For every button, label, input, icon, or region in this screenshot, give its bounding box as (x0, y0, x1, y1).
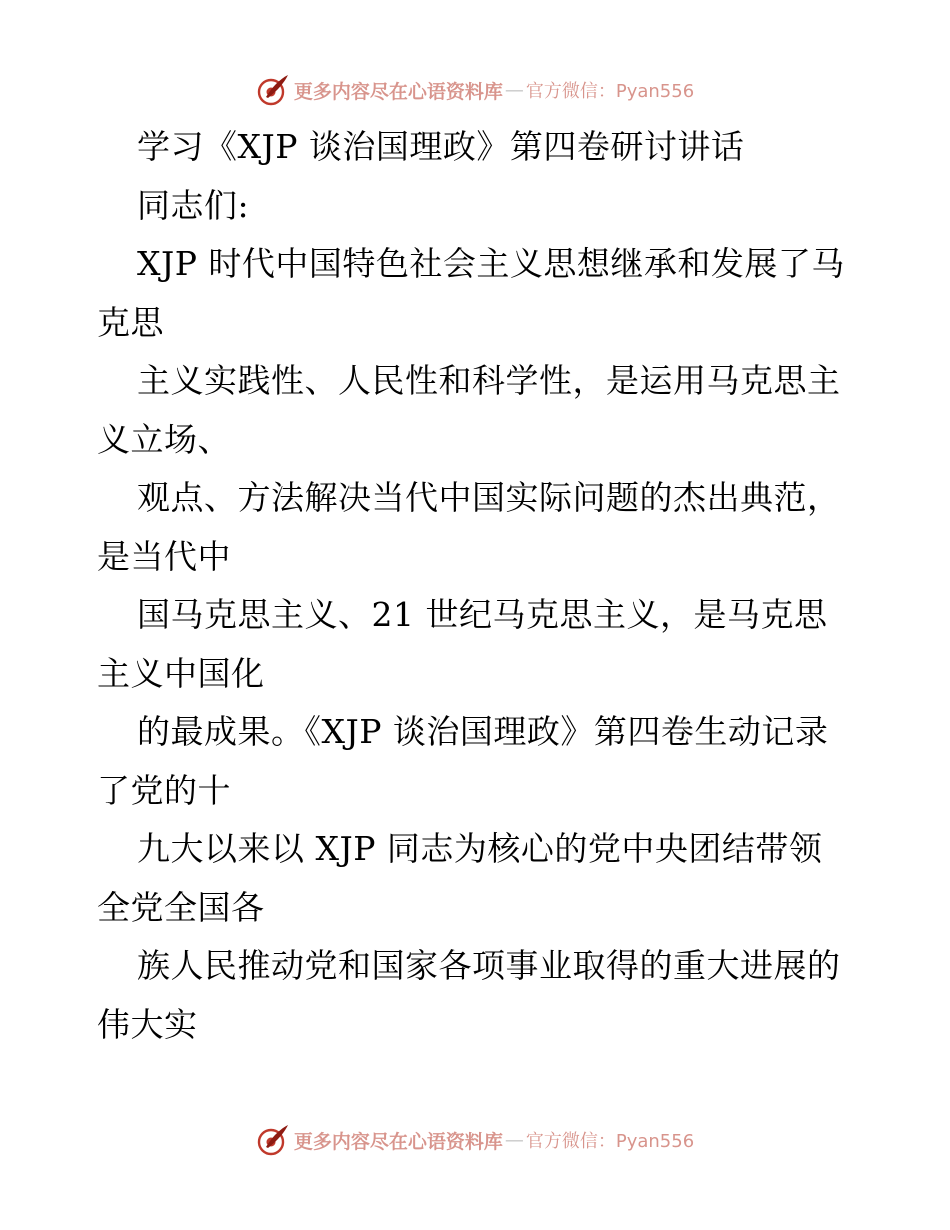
watermark-dash: — (504, 1129, 524, 1151)
paragraph-line: 的最成果。《XJP 谈治国理政》第四卷生动记录 (137, 712, 829, 751)
watermark-wechat-text: 官方微信：Pyan556 (525, 1131, 695, 1152)
document-title: 学习《XJP 谈治国理政》第四卷研讨讲话 (137, 127, 745, 166)
watermark-site-text: 更多内容尽在心语资料库 (293, 80, 503, 103)
paragraph-line: 义立场、 (97, 419, 231, 459)
header-watermark (0, 70, 950, 110)
paragraph-line: 九大以来以 XJP 同志为核心的党中央团结带领 (137, 829, 823, 868)
footer-watermark (0, 1120, 950, 1160)
paragraph-line: XJP 时代中国特色社会主义思想继承和发展了马 (137, 244, 845, 283)
paragraph-line: 主义实践性、人民性和科学性，是运用马克思主 (137, 361, 841, 400)
document-body (97, 118, 857, 1054)
paragraph-line: 观点、方法解决当代中国实际问题的杰出典范， (137, 478, 841, 517)
paragraph-line: 是当代中 (97, 536, 231, 576)
paragraph-line: 了党的十 (97, 770, 231, 810)
paragraph-line: 克思 (97, 302, 164, 342)
paragraph-line: 国马克思主义、21 世纪马克思主义，是马克思 (137, 595, 828, 634)
feather-pen-circle-icon (256, 73, 290, 107)
paragraph-line: 族人民推动党和国家各项事业取得的重大进展的 (137, 946, 841, 985)
paragraph-line: 主义中国化 (97, 653, 265, 693)
watermark-dash: — (504, 79, 524, 101)
paragraph-line: 全党全国各 (97, 887, 265, 927)
feather-pen-circle-icon (256, 1123, 290, 1157)
paragraph-line: 伟大实 (97, 1004, 198, 1044)
watermark-wechat-text: 官方微信：Pyan556 (525, 81, 695, 102)
document-greeting: 同志们: (137, 185, 250, 225)
watermark-site-text: 更多内容尽在心语资料库 (293, 1130, 503, 1153)
